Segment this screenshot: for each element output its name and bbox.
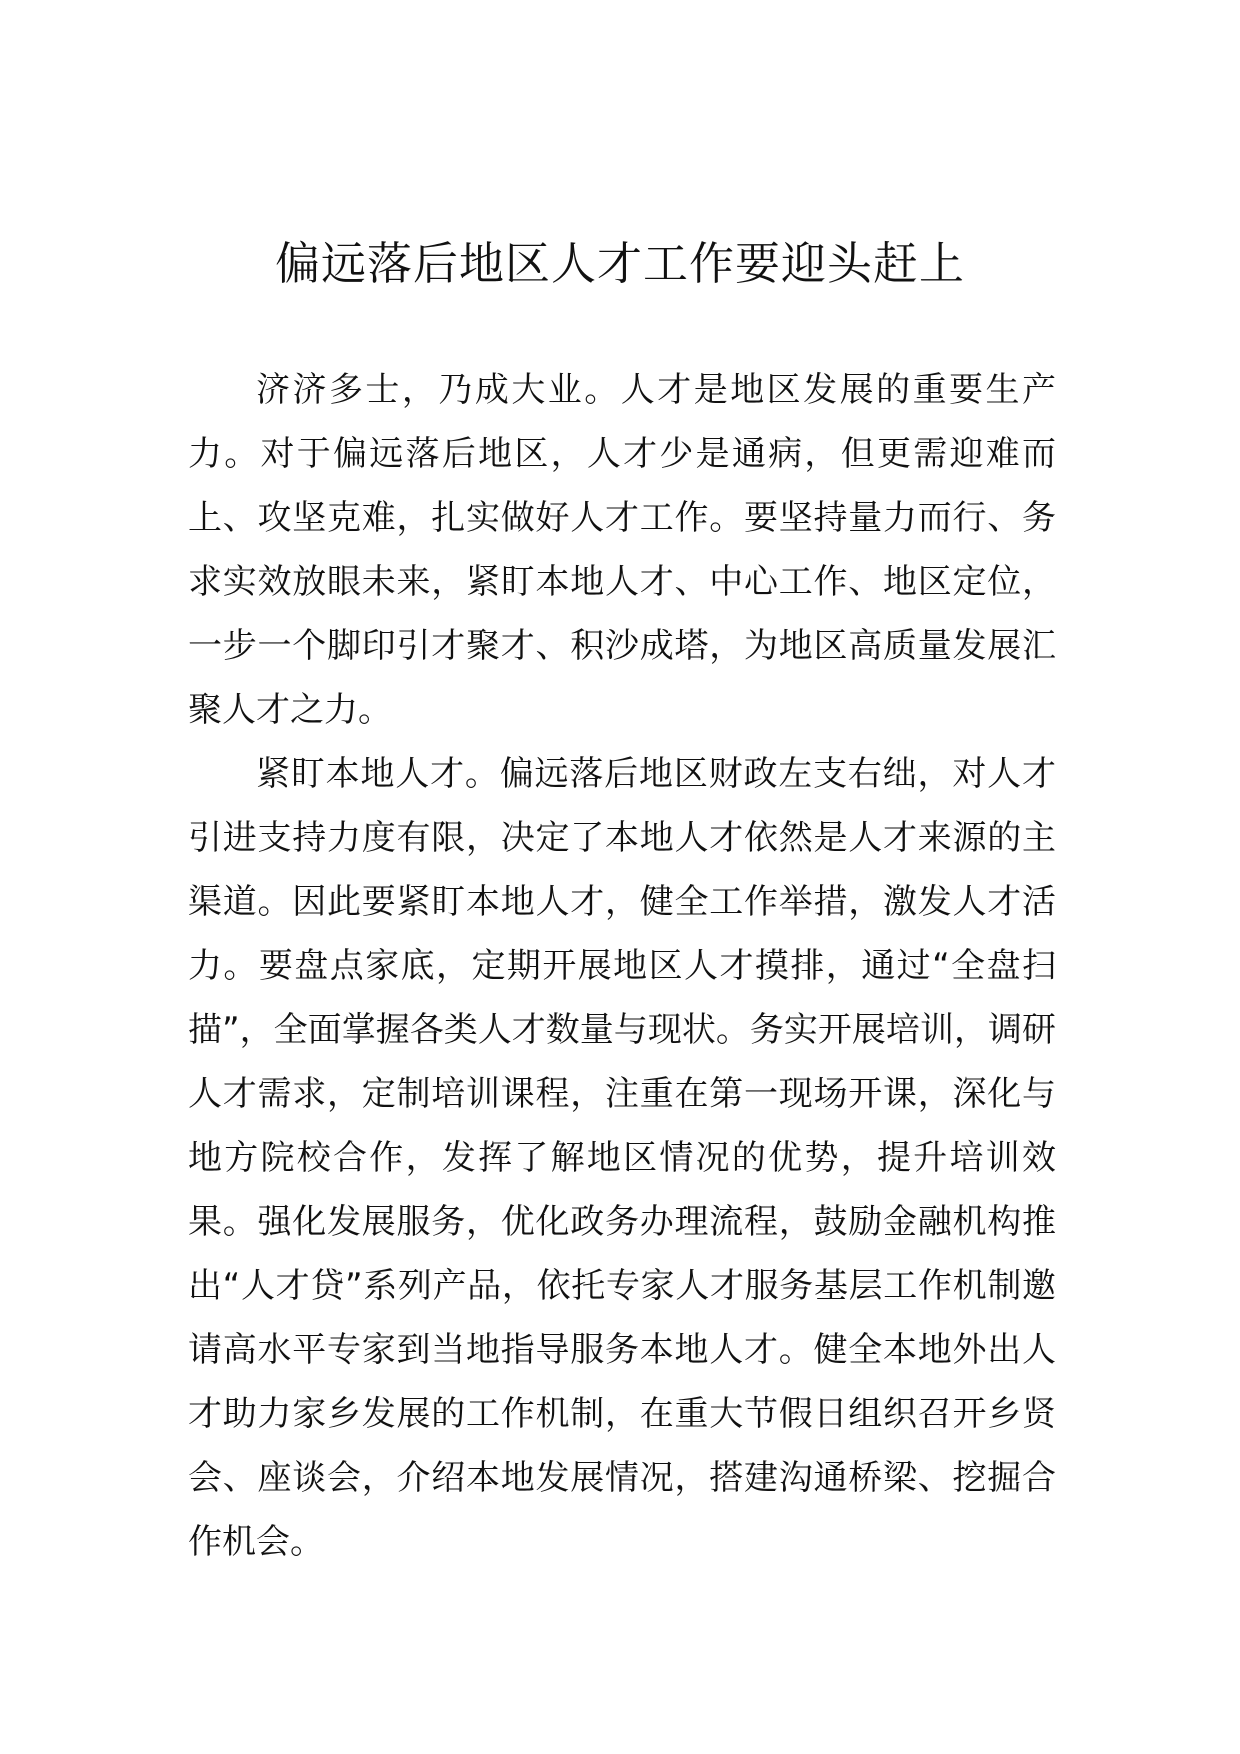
paragraph: 济济多士，乃成大业。人才是地区发展的重要生产力。对于偏远落后地区，人才少是通病，但更需迎难而上、攻坚克难，扎实做好人才工作。要坚持量力而行、务求实效放眼未来，紧盯本地人才、中心工作、地区定位，一步一个脚印引才聚才、积沙成塔，为地区高质量发展汇聚人才之力。 xyxy=(188,370,1056,730)
document-body xyxy=(188,358,1056,1574)
document-title: 偏远落后地区人才工作要迎头赶上 xyxy=(274,237,965,290)
paragraph: 紧盯本地人才。偏远落后地区财政左支右绌，对人才引进支持力度有限，决定了本地人才依然是人才来源的主渠道。因此要紧盯本地人才，健全工作举措，激发人才活力。要盘点家底，定期开展地区人才摸排，通过“全盘扫描”，全面掌握各类人才数量与现状。务实开展培训，调研人才需求，定制培训课程，注重在第一现场开课，深化与地方院校合作，发挥了解地区情况的优势，提升培训效果。强化发展服务，优化政务办理流程，鼓励金融机构推出“人才贷”系列产品，依托专家人才服务基层工作机制邀请高水平专家到当地指导服务本地人才。健全本地外出人才助力家乡发展的工作机制，在重大节假日组织召开乡贤会、座谈会，介绍本地发展情况，搭建沟通桥梁、挖掘合作机会。 xyxy=(188,754,1056,1562)
